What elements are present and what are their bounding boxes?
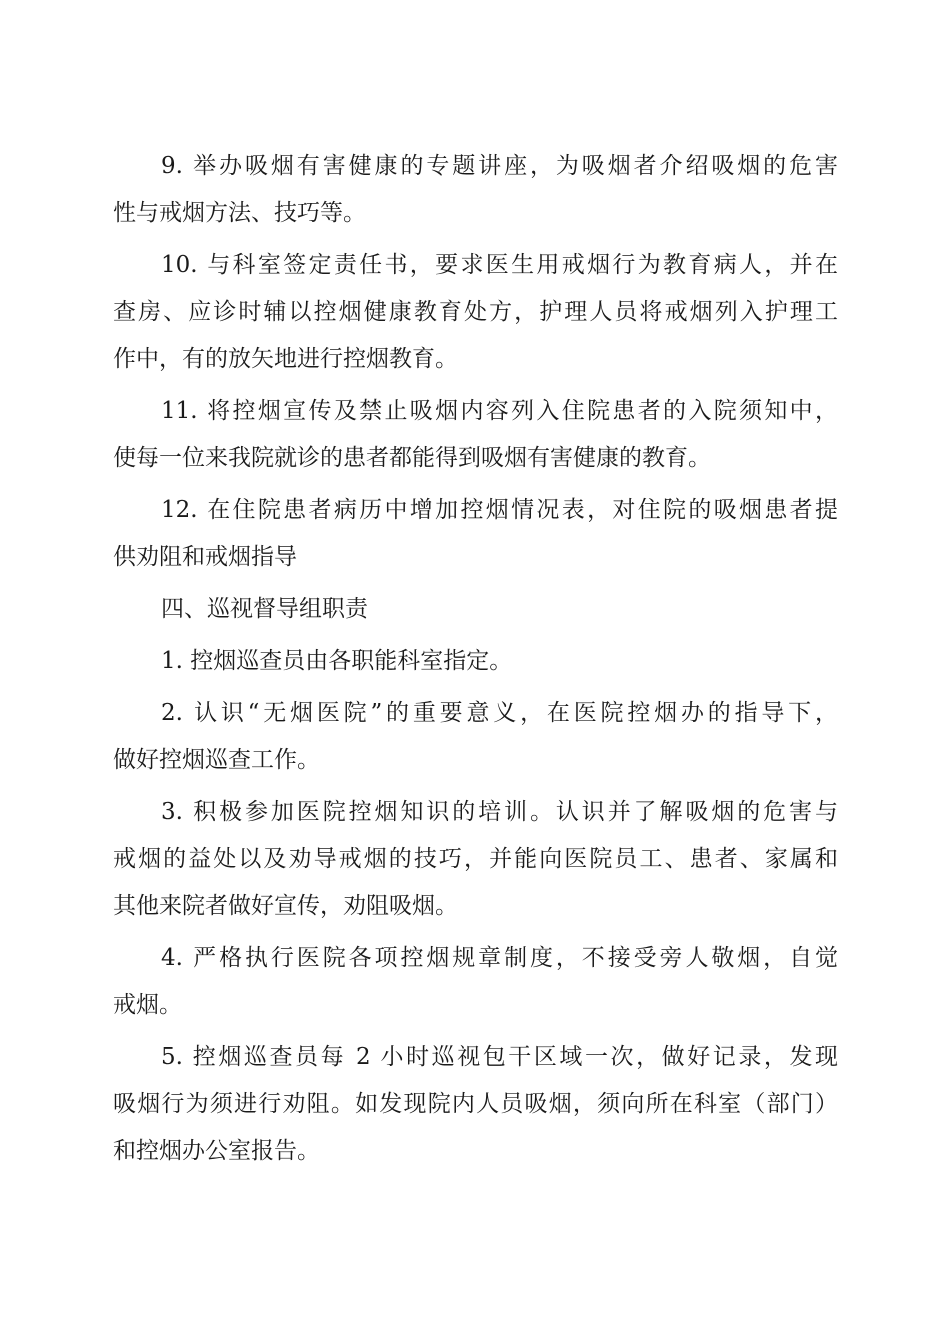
- text-line: 吸烟行为须进行劝阻。如发现院内人员吸烟，须向所在科室（部门）: [113, 1091, 838, 1117]
- paragraph-item-10: [113, 250, 838, 374]
- duty-item-1: [113, 646, 838, 676]
- text-line: 12. 在住院患者病历中增加控烟情况表，对住院的吸烟患者提: [161, 497, 838, 523]
- text-line: 做好控烟巡查工作。: [113, 747, 320, 773]
- text-line: 和控烟办公室报告。: [113, 1138, 320, 1164]
- text-line: 戒烟的益处以及劝导戒烟的技巧，并能向医院员工、患者、家属和: [113, 846, 838, 872]
- paragraph-item-11: [113, 396, 838, 473]
- section-heading-text: 四、巡视督导组职责: [161, 596, 368, 622]
- duty-item-3: [113, 797, 838, 921]
- paragraph-item-12: [113, 495, 838, 572]
- text-line: 2. 认识“无烟医院”的重要意义，在医院控烟办的指导下，: [161, 700, 838, 726]
- text-line: 戒烟。: [113, 992, 182, 1018]
- duty-item-4: [113, 943, 838, 1020]
- duty-item-5: [113, 1042, 838, 1166]
- text-line: 使每一位来我院就诊的患者都能得到吸烟有害健康的教育。: [113, 445, 711, 471]
- text-line: 11. 将控烟宣传及禁止吸烟内容列入住院患者的入院须知中，: [161, 398, 838, 424]
- text-line: 供劝阻和戒烟指导: [113, 544, 297, 570]
- document-page: [113, 151, 838, 1166]
- text-line: 3. 积极参加医院控烟知识的培训。认识并了解吸烟的危害与: [161, 799, 838, 825]
- text-line: 4. 严格执行医院各项控烟规章制度，不接受旁人敬烟，自觉: [161, 945, 838, 971]
- section-heading: [113, 594, 838, 624]
- text-line: 性与戒烟方法、技巧等。: [113, 200, 366, 226]
- text-line: 作中，有的放矢地进行控烟教育。: [113, 346, 458, 372]
- paragraph-item-9: [113, 151, 838, 228]
- text-line: 5. 控烟巡查员每 2 小时巡视包干区域一次，做好记录，发现: [161, 1044, 838, 1070]
- text-line: 9. 举办吸烟有害健康的专题讲座，为吸烟者介绍吸烟的危害: [161, 153, 838, 179]
- duty-item-2: [113, 698, 838, 775]
- text-line: 其他来院者做好宣传，劝阻吸烟。: [113, 893, 458, 919]
- text-line: 10. 与科室签定责任书，要求医生用戒烟行为教育病人，并在: [161, 252, 838, 278]
- text-line: 1. 控烟巡查员由各职能科室指定。: [161, 648, 513, 674]
- text-line: 查房、应诊时辅以控烟健康教育处方，护理人员将戒烟列入护理工: [113, 299, 838, 325]
